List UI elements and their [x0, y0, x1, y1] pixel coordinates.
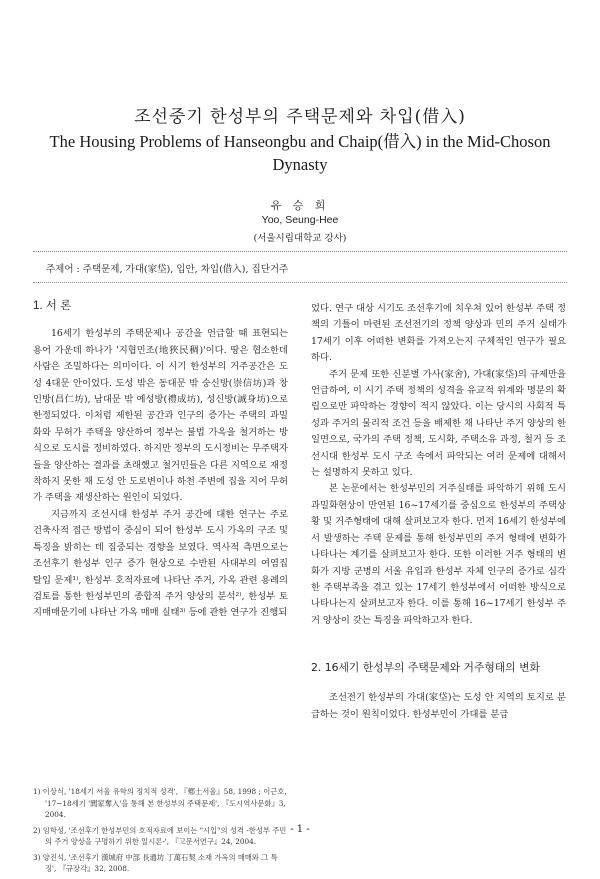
title-english: The Housing Problems of Hanseongbu and Chaip(借入) in the Mid-Choson Dynasty [49, 132, 551, 174]
body-paragraph: 주거 문제 또한 신분별 가사(家舍), 가대(家垈)의 규제만을 언급하여, 이 시기 주택 정책의 성격을 유교적 위계와 명분의 확립으로만 파악하는 경향이 적지 않았다. 이는 당시의 사회적 특성과 주거의 물리적 조건 등을 배제한 채 나타난 주거 양상의 한 일면으로, 국가의 주택 정책, 도시화, 주택소유 과정, 철거 등 조선시대 한성부 도시 구조 속에서 파악되는 여러 문제에 대해서는 설명하지 못하고 있다. [311, 368, 566, 479]
left-column [33, 298, 288, 622]
body-paragraph: 조선전기 한성부의 가대(家垈)는 도성 안 지역의 토지로 분급하는 것이 원칙이었다. 한성부민이 가대를 분급 [311, 692, 566, 720]
section-1-heading: 1. 서 론 [33, 300, 72, 312]
author-affiliation: (서울시립대학교 강사) [253, 233, 347, 244]
section-2-heading: 2. 16세기 한성부의 주택문제와 거주형태의 변화 [311, 661, 540, 675]
author-name-korean: 유 승 희 [270, 199, 330, 212]
title-korean: 조선중기 한성부의 주택문제와 차입(借入) [134, 107, 466, 127]
keywords-bottom-divider [33, 282, 567, 283]
keywords-top-divider [33, 251, 567, 252]
footnote: 1) 이상식, '18세기 서울 유학의 정치적 성격', 『鄕土서울』58, 1998 ; 이근호, '17~18세기 '閭家奪入'을 통해 본 한성부의 주택문제', 『도시역사문화』3, 2004. [33, 787, 287, 819]
footnote: 3) 양진석, '조선후기 漢城府 中部 長通坊 丁萬石契 소재 가옥의 매매와 그 특징', 『규장각』32, 2008. [33, 852, 278, 873]
body-paragraph: 지금까지 조선시대 한성부 주거 공간에 대한 연구는 주로 건축사적 접근 방법이 중심이 되어 한성부 도시 가옥의 구조 및 특징을 밝히는 데 집중되는 경향을 보였다. 역사적 측면으로는 조선후기 한성부 인구 증가 현상으로 수반된 사대부의 여염집 탈입 문제¹⁾, 한성부 호적자료에 나타난 주거, 가옥 관련 용례의 검토를 통한 한성부민의 종합적 주거 양상의 분석²⁾, 한성부 토지매매문기에 나타난 가옥 매매 실태³⁾ 등에 관한 연구가 진행되 [33, 508, 288, 619]
author-name-english: Yoo, Seung-Hee [261, 214, 339, 226]
footnote: 2) 임학성, '조선후기 한성부민의 호적자료에 보이는 "시입"의 성격 -한성부 주민의 주거 양상을 구명하기 위한 일시론-', 『고문서연구』24, 2004. [33, 825, 287, 846]
keywords: 주제어 : 주택문제, 가대(家垈), 입안, 차입(借入), 집단거주 [46, 264, 289, 275]
right-column [311, 301, 566, 723]
body-paragraph: 었다. 연구 대상 시기도 조선후기에 치우쳐 있어 한성부 주택 정책의 기틀이 마련된 조선전기의 정책 양상과 민의 주거 실태가 17세기 이후 어떠한 변화를 가져오는지 구체적인 연구가 필요하다. [311, 303, 566, 364]
body-paragraph: 본 논문에서는 한성부민의 거주실태를 파악하기 위해 도시 과밀화현상이 만연된 16~17세기를 중심으로 한성부의 주택상황 및 거주형태에 대해 살펴보고자 한다. 먼저 16세기 한성부에서 발생하는 주택 문제를 통해 한성부민의 주거 형태에 변화가 나타나는 계기를 살펴보고자 한다. 또한 이러한 거주 형태의 변화가 지방 군병의 서울 유입과 한성부 자체 인구의 증가로 심각한 주택부족을 겪고 있는 17세기 한성부에서 어떠한 방식으로 나타나는지 살펴보고자 한다. 이를 통해 16~17세기 한성부 주거 양상이 갖는 특징을 파악하고자 한다. [311, 483, 566, 626]
body-paragraph: 16세기 한성부의 주택문제나 공간을 언급할 때 표현되는 용어 가운데 하나가 '지협민조(地狹民稠)'이다. 땅은 협소한데 사람은 조밀하다는 의미이다. 이 시기 한성부의 거주공간은 도성 4대문 안이었다. 도성 밖은 동대문 밖 숭신방(崇信坊)과 창인방(昌仁坊), 남대문 밖 예성방(禮成坊), 성신방(誠身坊)으로 한정되었다. 이처럼 제한된 공간과 인구의 증가는 주택의 과밀화와 무허가 주택을 양산하여 정부는 불법 가옥을 철거하는 방식으로 도시를 정비하였다. 하지만 정부의 도시정비는 무주택자들을 양산하는 결과를 초래했고 철거민들은 다른 지역으로 재정착하지 못한 채 도성 안 도로변이나 하천 주변에 집을 지어 무허가 주택을 재생산하는 원인이 되었다. [33, 328, 288, 504]
page-number: - 1 - [290, 824, 310, 835]
